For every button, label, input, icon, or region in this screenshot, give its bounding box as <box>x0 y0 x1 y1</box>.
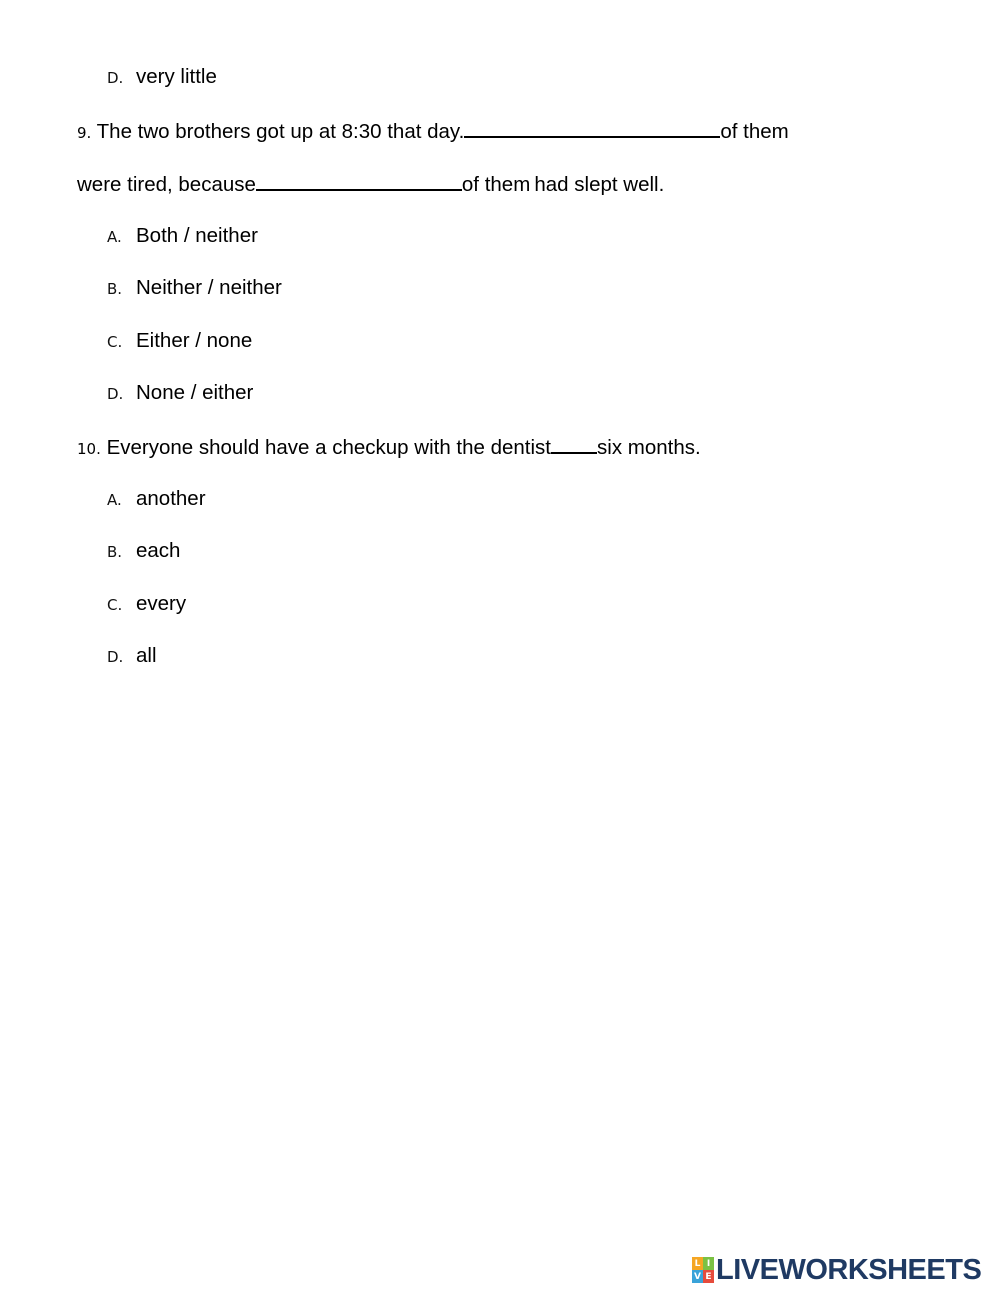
option-text: another <box>136 487 206 510</box>
question-text: of them <box>720 120 789 143</box>
question-number: 9. <box>77 124 92 142</box>
option-letter: D. <box>107 69 124 87</box>
logo-mark-icon <box>692 1257 714 1283</box>
option-text: very little <box>136 65 217 88</box>
option-text: Either / none <box>136 329 253 352</box>
answer-blank[interactable] <box>551 434 597 454</box>
logo-mark-tile: E <box>703 1270 714 1283</box>
option-letter: B. <box>107 280 123 298</box>
option-letter: A. <box>107 228 122 246</box>
question-text: The two brothers got up at 8:30 that day. <box>96 120 465 143</box>
question-10-line <box>77 434 701 461</box>
logo-mark-tile: V <box>692 1270 703 1283</box>
answer-blank[interactable] <box>256 171 462 191</box>
option-letter: D. <box>107 385 124 403</box>
answer-blank[interactable] <box>464 118 720 138</box>
option-text: None / either <box>136 381 254 404</box>
question-text: were tired, because <box>77 173 256 196</box>
question-9-line-2 <box>77 171 664 197</box>
option-letter: A. <box>107 491 122 509</box>
question-9-line-1 <box>77 118 789 145</box>
question-number: 10. <box>77 440 101 458</box>
option-text: every <box>136 592 187 615</box>
option-letter: C. <box>107 333 123 351</box>
question-text: Everyone should have a checkup with the dentist <box>106 436 552 459</box>
question-text: six months. <box>597 436 701 459</box>
option-letter: D. <box>107 648 124 666</box>
logo-text: LIVEWORKSHEETS <box>716 1253 982 1286</box>
option-letter: B. <box>107 543 123 561</box>
logo-mark-tile: I <box>703 1257 714 1270</box>
liveworksheets-logo <box>692 1252 981 1288</box>
option-text: Both / neither <box>136 224 258 247</box>
option-letter: C. <box>107 596 123 614</box>
question-text: of them had slept well. <box>461 173 665 196</box>
option-text: each <box>136 539 181 562</box>
option-text: Neither / neither <box>136 276 282 299</box>
logo-mark-tile: L <box>692 1257 703 1270</box>
option-text: all <box>136 644 157 667</box>
